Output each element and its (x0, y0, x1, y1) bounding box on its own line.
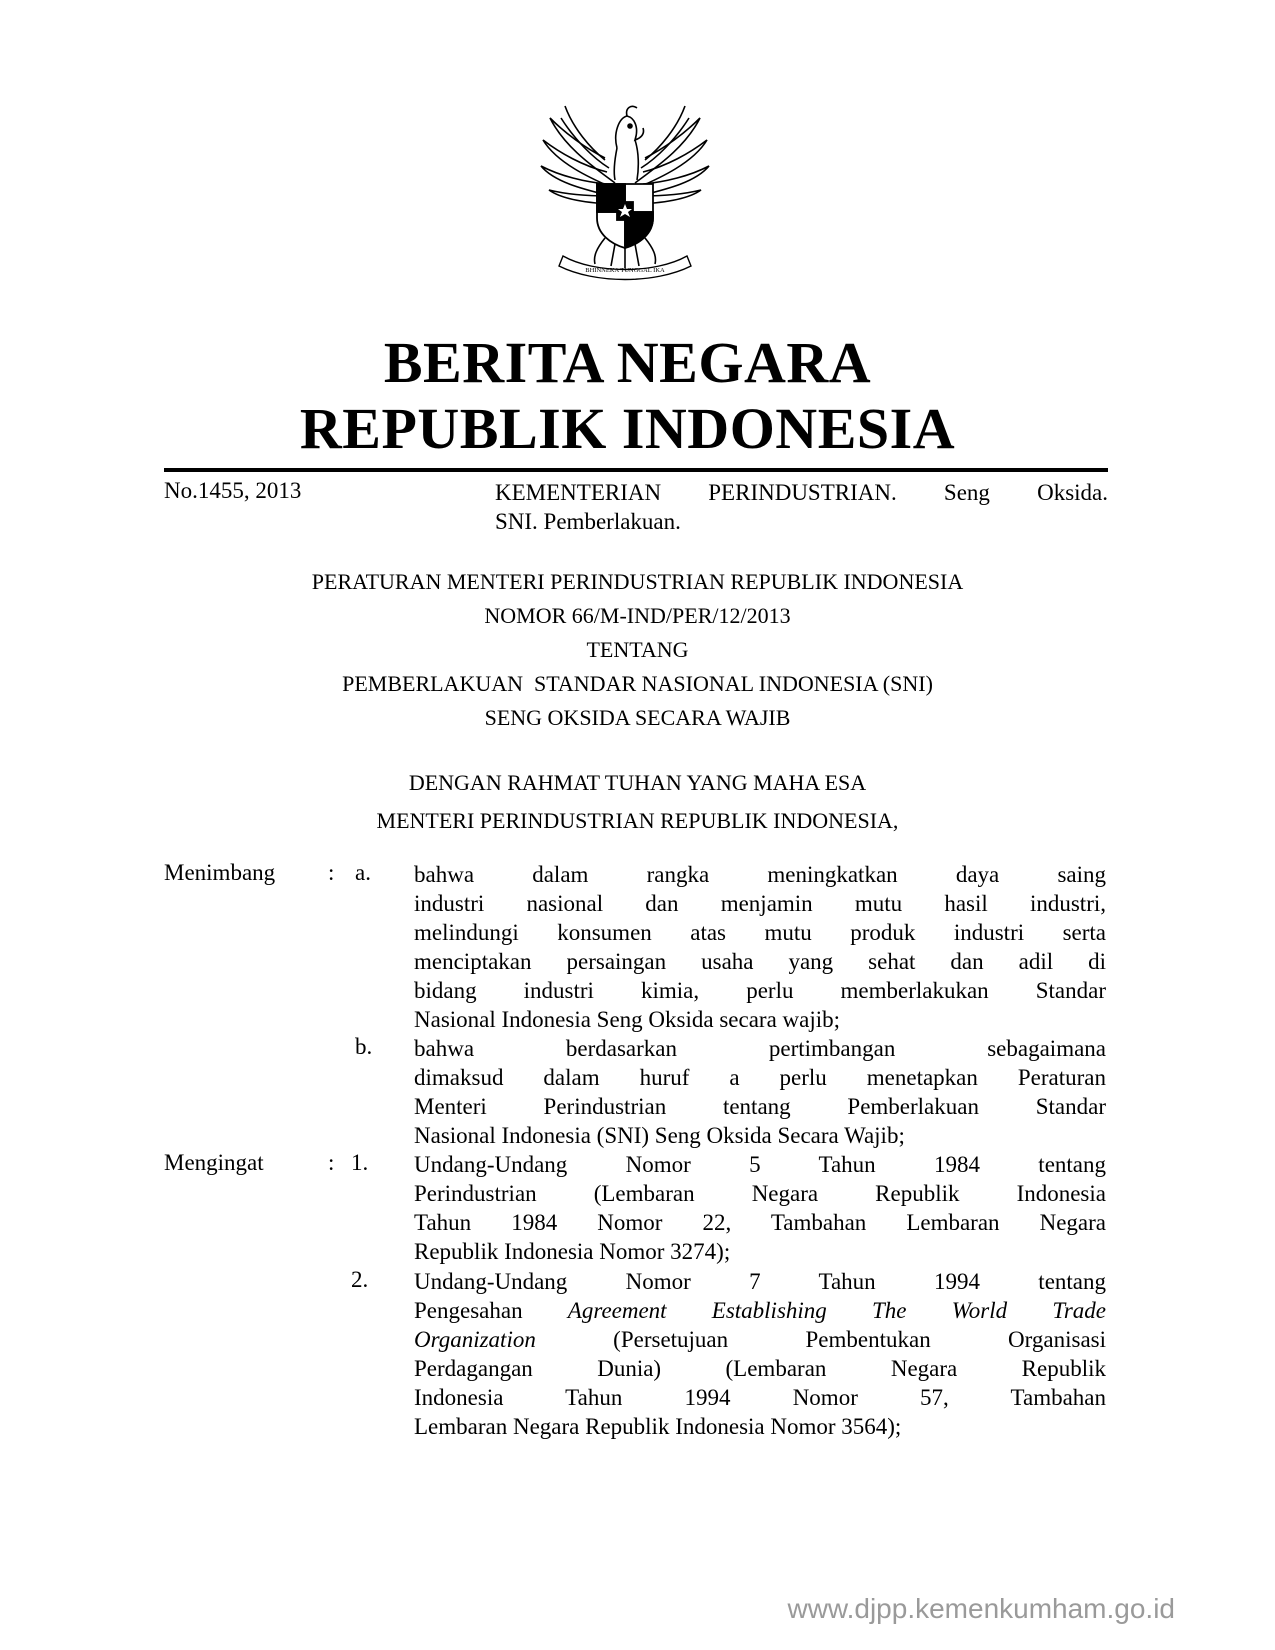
mengingat-item-1 (414, 1150, 1106, 1266)
text-line: dimaksud dalam huruf a perlu menetapkan Peraturan (414, 1065, 1106, 1090)
preamble-heading (0, 764, 1275, 840)
text-line: Lembaran Negara Republik Indonesia Nomor 3564); (414, 1414, 902, 1439)
garuda-emblem (535, 88, 715, 283)
preamble-line2: MENTERI PERINDUSTRIAN REPUBLIK INDONESIA, (376, 808, 899, 833)
ministry-subject-line1: KEMENTERIAN PERINDUSTRIAN. Seng Oksida. (495, 480, 1108, 505)
text-line: industri nasional dan menjamin mutu hasil industri, (414, 891, 1106, 916)
text-line: Perindustrian (Lembaran Negara Republik Indonesia (414, 1181, 1106, 1206)
text-line: Nasional Indonesia Seng Oksida secara wajib; (414, 1007, 841, 1032)
item-marker: b. (355, 1034, 373, 1059)
regulation-heading (0, 565, 1275, 735)
masthead-rule (164, 468, 1108, 472)
menimbang-item-b (414, 1034, 1106, 1150)
preamble-line1: DENGAN RAHMAT TUHAN YANG MAHA ESA (408, 770, 867, 795)
item-marker: a. (355, 860, 371, 885)
italic-segment: Agreement Establishing The World Trade (567, 1298, 1107, 1323)
regulation-subject-line2: SENG OKSIDA SECARA WAJIB (484, 705, 791, 730)
ministry-subject (495, 478, 1108, 536)
regulation-tentang: TENTANG (586, 637, 689, 662)
text-line (414, 1298, 1106, 1323)
text-line: menciptakan persaingan usaha yang sehat dan adil di (414, 949, 1106, 974)
text-segment: Pengesahan (414, 1298, 568, 1323)
menimbang-label: Menimbang (164, 860, 276, 885)
item-marker: 1. (351, 1150, 369, 1175)
ministry-subject-line2: SNI. Pemberlakuan. (495, 509, 681, 534)
regulation-subject-line1: PEMBERLAKUAN STANDAR NASIONAL INDONESIA (SNI) (342, 671, 933, 696)
italic-segment: Organization (414, 1327, 536, 1352)
text-line: Undang-Undang Nomor 5 Tahun 1984 tentang (414, 1152, 1106, 1177)
item-marker: 2. (351, 1267, 369, 1292)
mengingat-label: Mengingat (164, 1150, 264, 1175)
text-line: Menteri Perindustrian tentang Pemberlakuan Standar (414, 1094, 1106, 1119)
text-line: bahwa berdasarkan pertimbangan sebagaimana (414, 1036, 1106, 1061)
text-line: bahwa dalam rangka meningkatkan daya saing (414, 862, 1106, 887)
masthead-title-line1: BERITA NEGARA (383, 330, 872, 395)
menimbang-colon: : (328, 860, 335, 885)
mengingat-item-2 (414, 1267, 1106, 1441)
text-line: bidang industri kimia, perlu memberlakukan Standar (414, 978, 1106, 1003)
regulation-line1: PERATURAN MENTERI PERINDUSTRIAN REPUBLIK INDONESIA (311, 569, 964, 594)
text-line: melindungi konsumen atas mutu produk industri serta (414, 920, 1106, 945)
regulation-number: NOMOR 66/M-IND/PER/12/2013 (484, 603, 791, 628)
text-line: Perdagangan Dunia) (Lembaran Negara Republik (414, 1356, 1106, 1381)
gazette-number: No.1455, 2013 (164, 478, 302, 503)
emblem-motto: BHINNEKA TUNGGAL IKA (585, 267, 665, 274)
menimbang-item-a (414, 860, 1106, 1034)
text-line: Indonesia Tahun 1994 Nomor 57, Tambahan (414, 1385, 1106, 1410)
text-line: Undang-Undang Nomor 7 Tahun 1994 tentang (414, 1269, 1106, 1294)
text-line: Nasional Indonesia (SNI) Seng Oksida Secara Wajib; (414, 1123, 905, 1148)
text-line: Tahun 1984 Nomor 22, Tambahan Lembaran Negara (414, 1210, 1106, 1235)
text-segment: (Persetujuan Pembentukan Organisasi (535, 1327, 1106, 1352)
masthead-title-line2: REPUBLIK INDONESIA (299, 396, 956, 461)
mengingat-colon: : (328, 1150, 335, 1175)
source-watermark: www.djpp.kemenkumham.go.id (787, 1593, 1175, 1624)
text-line (414, 1327, 1106, 1352)
text-line: Republik Indonesia Nomor 3274); (414, 1239, 731, 1264)
